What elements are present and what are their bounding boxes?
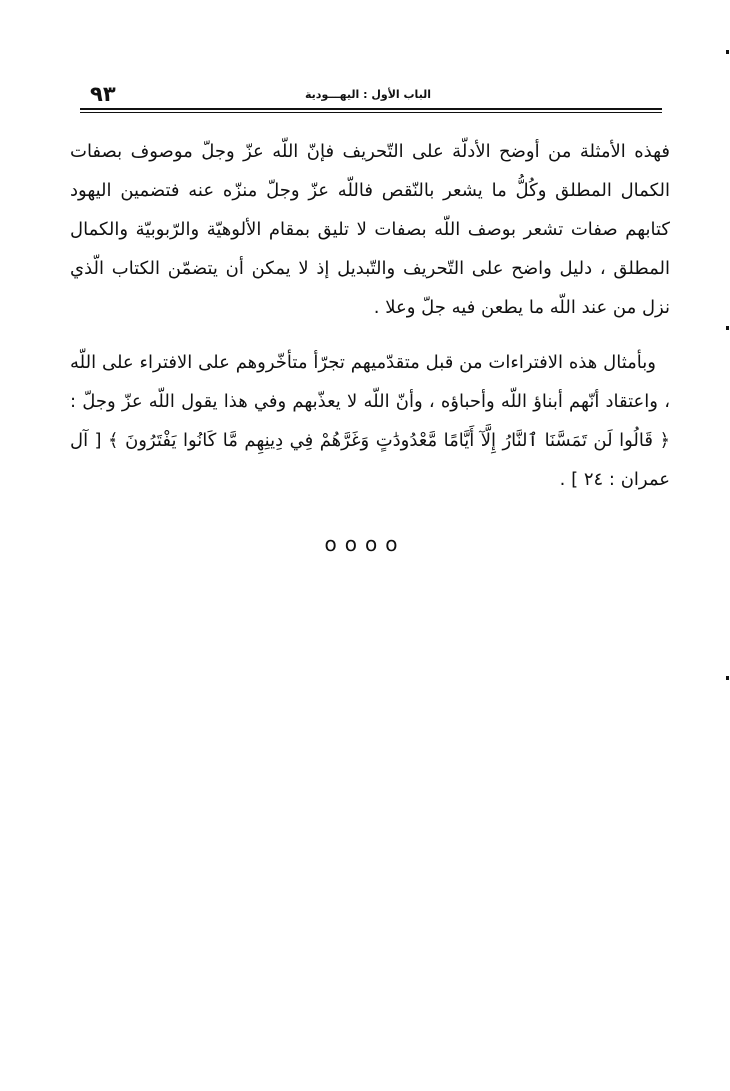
section-ornament: oooo [324, 532, 406, 556]
header-rule-thin [80, 112, 662, 113]
paragraph-2: وبأمثال هذه الافتراءات من قبل متقدّميهم تجرّأ متأخّروهم على الافتراء على اللّه ، واعتقاد أنّهم أبناؤ اللّه وأحباؤه ، وأنّ اللّه لا يعذّبهم وفي هذا يقول اللّه عزّ وجلّ : ﴿ قَالُوا لَن تَمَسَّنَا ٱلنَّارُ إِلَّآ أَيَّامًا مَّعْدُودَٰتٍ وَغَرَّهُمْ فِي دِينِهِم مَّا كَانُوا يَفْتَرُونَ ﴾ [ آل عمران : ٢٤ ] . [70, 352, 670, 490]
running-head: الباب الأول : اليهـــودية [305, 88, 432, 101]
margin-mark [726, 326, 729, 330]
page-header [80, 80, 660, 110]
header-rule [80, 108, 662, 110]
margin-mark [726, 50, 729, 54]
paragraph-1: فهذه الأمثلة من أوضح الأدلّة على التّحريف فإنّ اللّه عزّ وجلّ موصوف بصفات الكمال المطلق وكُلُّ ما يشعر بالنّقص فاللّه عزّ وجلّ منزّه عنه فتضمين اليهود كتابهم صفات تشعر بوصف اللّه بصفات لا تليق بمقام الألوهيّة والرّبوبيّة والكمال المطلق ، دليل واضح على التّحريف والتّبديل إذ لا يمكن أن يتضمّن الكتاب الّذي نزل من عند اللّه ما يطعن فيه جلّ وعلا . [70, 141, 670, 318]
margin-mark [726, 676, 729, 680]
page-number: ٩٣ [90, 82, 116, 106]
body-text [70, 132, 670, 499]
